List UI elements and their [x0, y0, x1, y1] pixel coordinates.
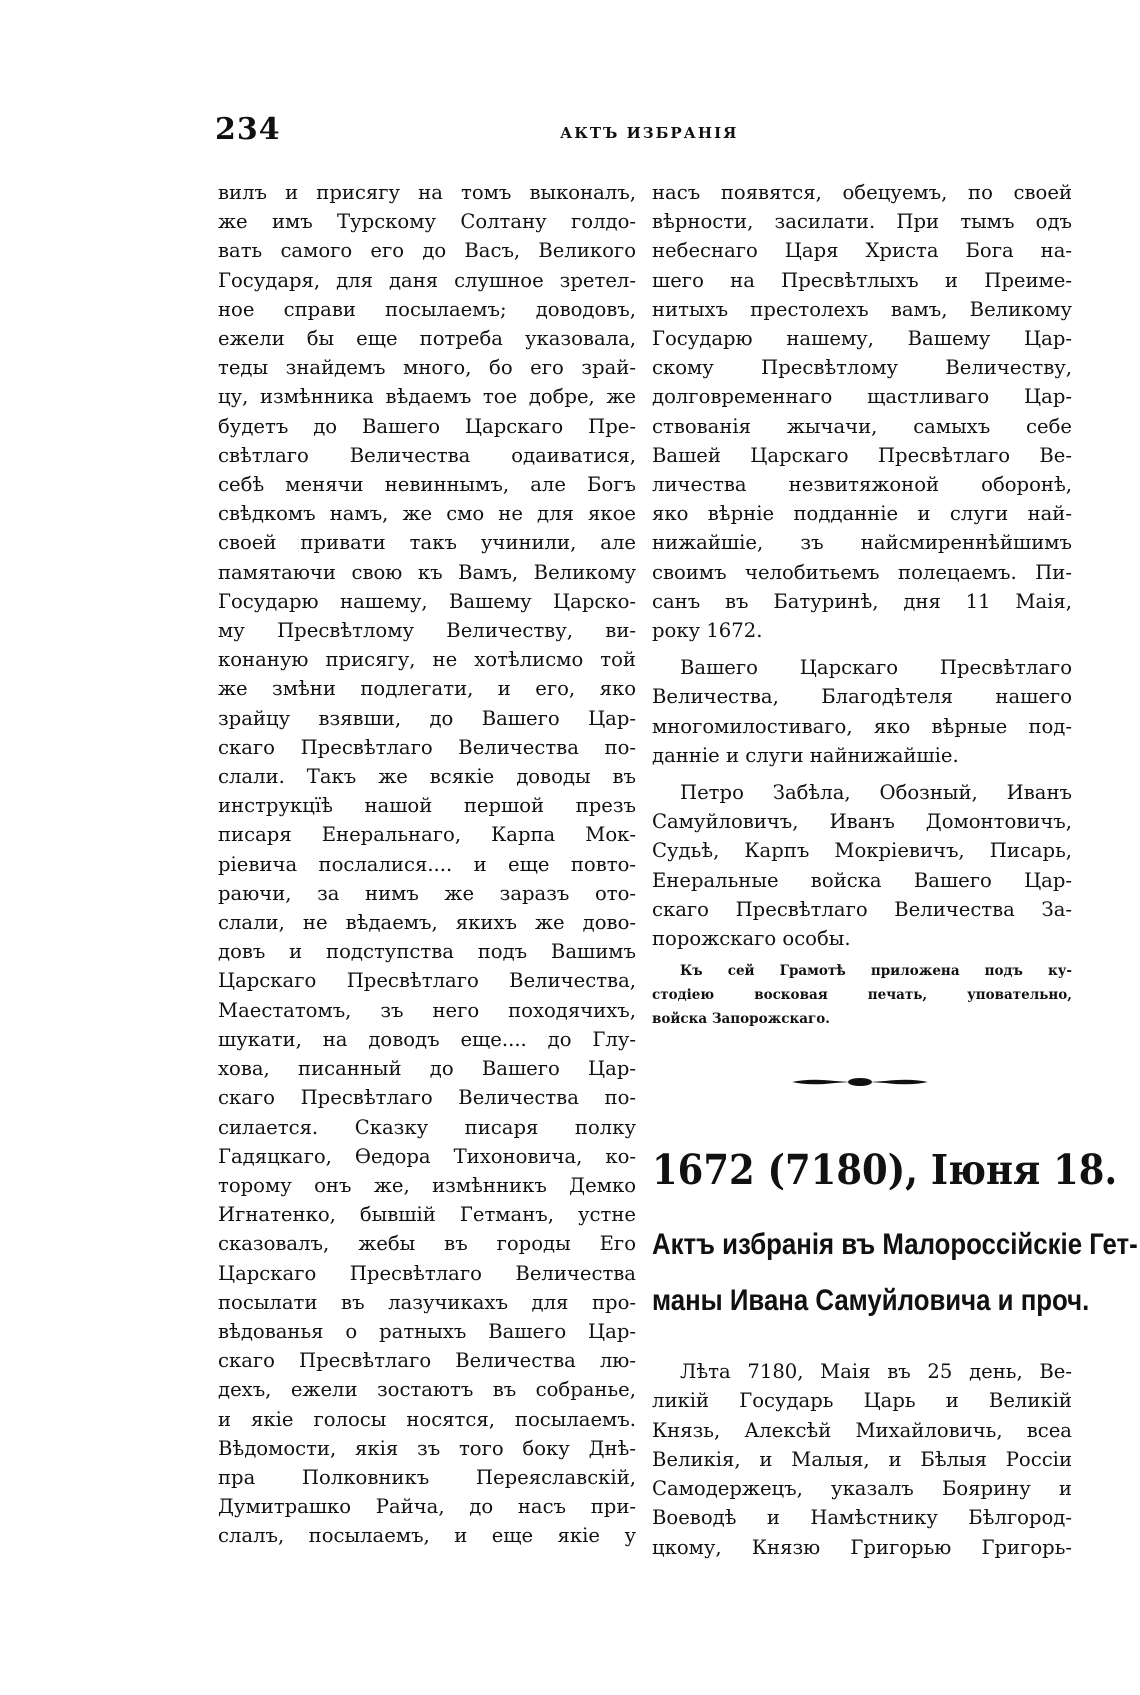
- text-line: скаго Пресвѣтлаго Величества За-: [652, 897, 1072, 921]
- text-line: Судьѣ, Карпъ Мокріевичъ, Писарь,: [652, 839, 1072, 863]
- text-line: Петро Забѣла, Обозный, Иванъ: [680, 781, 1072, 805]
- text-line: конаную присягу, не хотѣлисмо той: [218, 648, 636, 672]
- text-line: шего на Пресвѣтлыхъ и Преиме-: [652, 268, 1072, 292]
- text-line: вѣрности, засилати. При тымъ одъ: [652, 210, 1072, 234]
- text-line: ное справи посылаемъ; доводовъ,: [218, 297, 636, 321]
- text-line: ежели бы еще потреба указовала,: [218, 327, 636, 351]
- document-body: [652, 1357, 1072, 1561]
- document-title: [652, 1217, 1138, 1329]
- text-line: силается. Сказку писаря полку: [218, 1115, 636, 1139]
- text-line: року 1672.: [652, 619, 763, 643]
- text-line: цу, измѣнника вѣдаемъ тое добре, же: [218, 385, 636, 409]
- text-line: Лѣта 7180, Маія въ 25 день, Ве-: [680, 1360, 1072, 1384]
- page-number: 234: [215, 112, 281, 147]
- text-line: Гадяцкаго, Ѳедора Тихоновича, ко-: [218, 1144, 636, 1168]
- text-line: скаго Пресвѣтлаго Величества по-: [218, 1086, 636, 1110]
- text-line: хова, писанный до Вашего Цар-: [218, 1057, 636, 1081]
- text-line: Царскаго Пресвѣтлаго Величества,: [218, 969, 636, 993]
- text-line: Великія, и Малыя, и Бѣлыя Россіи: [652, 1447, 1072, 1471]
- text-line: небеснаго Царя Христа Бога на-: [652, 239, 1072, 263]
- text-line: Маестатомъ, зъ него походячихъ,: [218, 998, 636, 1022]
- text-line: будетъ до Вашего Царскаго Пре-: [218, 414, 636, 438]
- text-line: свѣдкомъ намъ, же смо не для якое: [218, 502, 636, 526]
- text-line: скаго Пресвѣтлаго Величества по-: [218, 735, 636, 759]
- text-line: слали, не вѣдаемъ, якихъ же дово-: [218, 911, 636, 935]
- text-line: слали. Такъ же всякіе доводы въ: [218, 765, 636, 789]
- text-line: скому Пресвѣтлому Величеству,: [652, 356, 1072, 380]
- text-line: Вѣдомости, якія зъ того боку Днѣ-: [218, 1436, 636, 1460]
- text-line: войска Запорожскаго.: [652, 1011, 830, 1028]
- text-line: скаго Пресвѣтлаго Величества лю-: [218, 1349, 636, 1373]
- text-line: памятаючи свою къ Вамъ, Великому: [218, 560, 636, 584]
- text-line: цкому, Князю Григорью Григорь-: [652, 1535, 1072, 1559]
- text-line: Величества, Благодѣтеля нашего: [652, 685, 1072, 709]
- text-line: Воеводѣ и Намѣстнику Бѣлгород-: [652, 1506, 1072, 1530]
- text-line: вать самого его до Васъ, Великого: [218, 239, 636, 263]
- text-line: нитыхъ престолехъ вамъ, Великому: [652, 297, 1072, 321]
- text-line: Князь, Алексѣй Михайловичь, всеа: [652, 1418, 1072, 1442]
- text-line: пра Полковникъ Переяславскій,: [218, 1465, 636, 1489]
- text-line: Енеральные войска Вашего Цар-: [652, 868, 1072, 892]
- text-line: ріевича послалися.... и еще повто-: [218, 852, 636, 876]
- text-line: му Пресвѣтлому Величеству, ви-: [218, 619, 636, 643]
- closing-paragraph: [652, 653, 1072, 770]
- text-line: Вашего Царскаго Пресвѣтлаго: [680, 656, 1072, 680]
- right-column: [652, 178, 1138, 1562]
- text-line: многомилостиваго, яко вѣрные под-: [652, 714, 1072, 738]
- text-line: вѣдованья о ратныхъ Вашего Цар-: [218, 1319, 636, 1343]
- text-line: порожскаго особы.: [652, 927, 851, 951]
- text-line: личества незвитяжоной оборонѣ,: [652, 473, 1072, 497]
- text-line: Игнатенко, бывшій Гетманъ, устне: [218, 1203, 636, 1227]
- text-line: свѣтлаго Величества одаиватися,: [218, 443, 636, 467]
- text-line: Самуйловичъ, Иванъ Домонтовичъ,: [652, 810, 1072, 834]
- text-line: торому онъ же, измѣнникъ Демко: [218, 1173, 636, 1197]
- seal-note: [652, 959, 1072, 1031]
- text-line: слалъ, посылаемъ, и еще якіе у: [218, 1524, 636, 1548]
- text-line: долговременнаго щастливаго Цар-: [652, 385, 1072, 409]
- signatures-paragraph: [652, 778, 1072, 953]
- title-line: маны Ивана Самуйловича и проч.: [652, 1284, 1090, 1318]
- text-line: яко вѣрніе подданніе и слуги най-: [652, 502, 1072, 526]
- text-line: Вашей Царскаго Пресвѣтлаго Ве-: [652, 443, 1072, 467]
- left-column: [218, 178, 636, 1551]
- section-divider-ornament: [790, 1075, 930, 1089]
- text-line: Государя, для даня слушное зретел-: [218, 268, 636, 292]
- text-line: раючи, за нимъ же заразъ ото-: [218, 881, 636, 905]
- text-line: данніе и слуги найнижайшіе.: [652, 743, 959, 767]
- text-line: шукати, на доводъ еще.... до Глу-: [218, 1027, 636, 1051]
- text-line: насъ появятся, обецуемъ, по своей: [652, 181, 1072, 204]
- text-line: себѣ менячи невиннымъ, але Богъ: [218, 473, 636, 497]
- text-line: сказовалъ, жебы въ городы Его: [218, 1232, 636, 1256]
- letter-ending-paragraph: [652, 178, 1072, 645]
- running-head: АКТЪ ИЗБРАНІЯ: [560, 124, 739, 142]
- title-line: Актъ избранія въ Малороссійскіе Гет-: [652, 1228, 1138, 1262]
- text-line: Государю нашему, Вашему Цар-: [652, 327, 1072, 351]
- text-line: вилъ и присягу на томъ выконалъ,: [218, 181, 636, 204]
- text-line: и якіе голосы носятся, посылаемъ.: [218, 1407, 636, 1431]
- text-line: нижайшіе, зъ найсмиреннѣйшимъ: [652, 531, 1072, 555]
- text-line: теды знайдемъ много, бо его зрай-: [218, 356, 636, 380]
- text-line: своей привати такъ учинили, але: [218, 531, 636, 555]
- text-line: инструкцїѣ нашой першой презъ: [218, 794, 636, 818]
- text-line: Государю нашему, Вашему Царско-: [218, 589, 636, 613]
- text-line: Царскаго Пресвѣтлаго Величества: [218, 1261, 636, 1285]
- text-line: посылати въ лазучикахъ для про-: [218, 1290, 636, 1314]
- text-line: Къ сей Грамотѣ приложена подъ ку-: [680, 963, 1072, 980]
- text-line: дехъ, ежели зостаютъ въ собранье,: [218, 1378, 636, 1402]
- text-line: довъ и подступства подъ Вашимъ: [218, 940, 636, 964]
- text-line: Самодержецъ, указалъ Боярину и: [652, 1477, 1072, 1501]
- document-date-heading: 1672 (7180), Іюня 18.: [652, 1146, 1118, 1195]
- text-line: стодіею восковая печать, уповательно,: [652, 987, 1072, 1004]
- text-line: же имъ Турскому Солтану голдо-: [218, 210, 636, 234]
- text-line: зрайцу взявши, до Вашего Цар-: [218, 706, 636, 730]
- text-line: же змѣни подлегати, и его, яко: [218, 677, 636, 701]
- text-line: своимъ челобитьемъ полецаемъ. Пи-: [652, 560, 1072, 584]
- text-line: Думитрашко Райча, до насъ при-: [218, 1495, 636, 1519]
- text-line: ликій Государь Царь и Великій: [652, 1389, 1072, 1413]
- text-line: ствованія жычачи, самыхъ себе: [652, 414, 1072, 438]
- text-line: писаря Енеральнаго, Карпа Мок-: [218, 823, 636, 847]
- text-line: санъ въ Батуринѣ, дня 11 Маія,: [652, 589, 1072, 613]
